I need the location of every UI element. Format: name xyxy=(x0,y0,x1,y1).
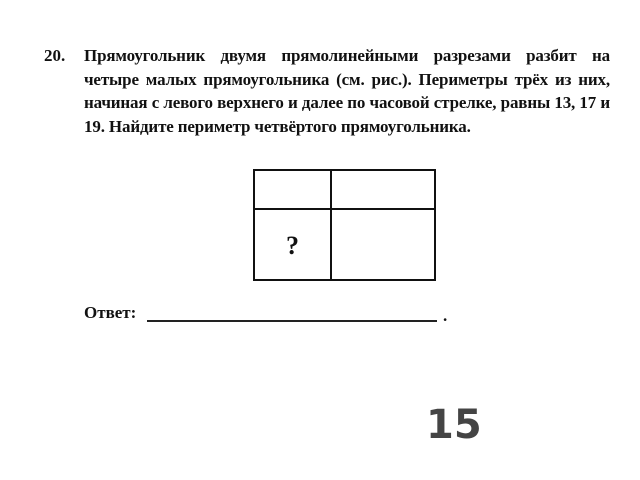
rectangle-figure xyxy=(253,169,436,281)
problem-text: Прямоугольник двумя прямолинейными разрезами разбит на четыре малых прямоугольника (см. рис.). Периметры трёх из них, начиная с левого верхнего и далее по часовой стрелке, равны 13, 17 и 19. Найдите периметр четвёртого прямоугольника. xyxy=(84,46,610,136)
answer-line[interactable] xyxy=(147,320,437,322)
problem-number: 20. xyxy=(44,46,66,65)
answer-end-mark: . xyxy=(443,306,448,325)
vertical-cut-line xyxy=(330,171,332,279)
problem-block xyxy=(44,44,610,138)
page-number: 15 xyxy=(426,402,482,448)
answer-label: Ответ: xyxy=(84,303,137,322)
unknown-rectangle-label: ? xyxy=(286,230,299,260)
